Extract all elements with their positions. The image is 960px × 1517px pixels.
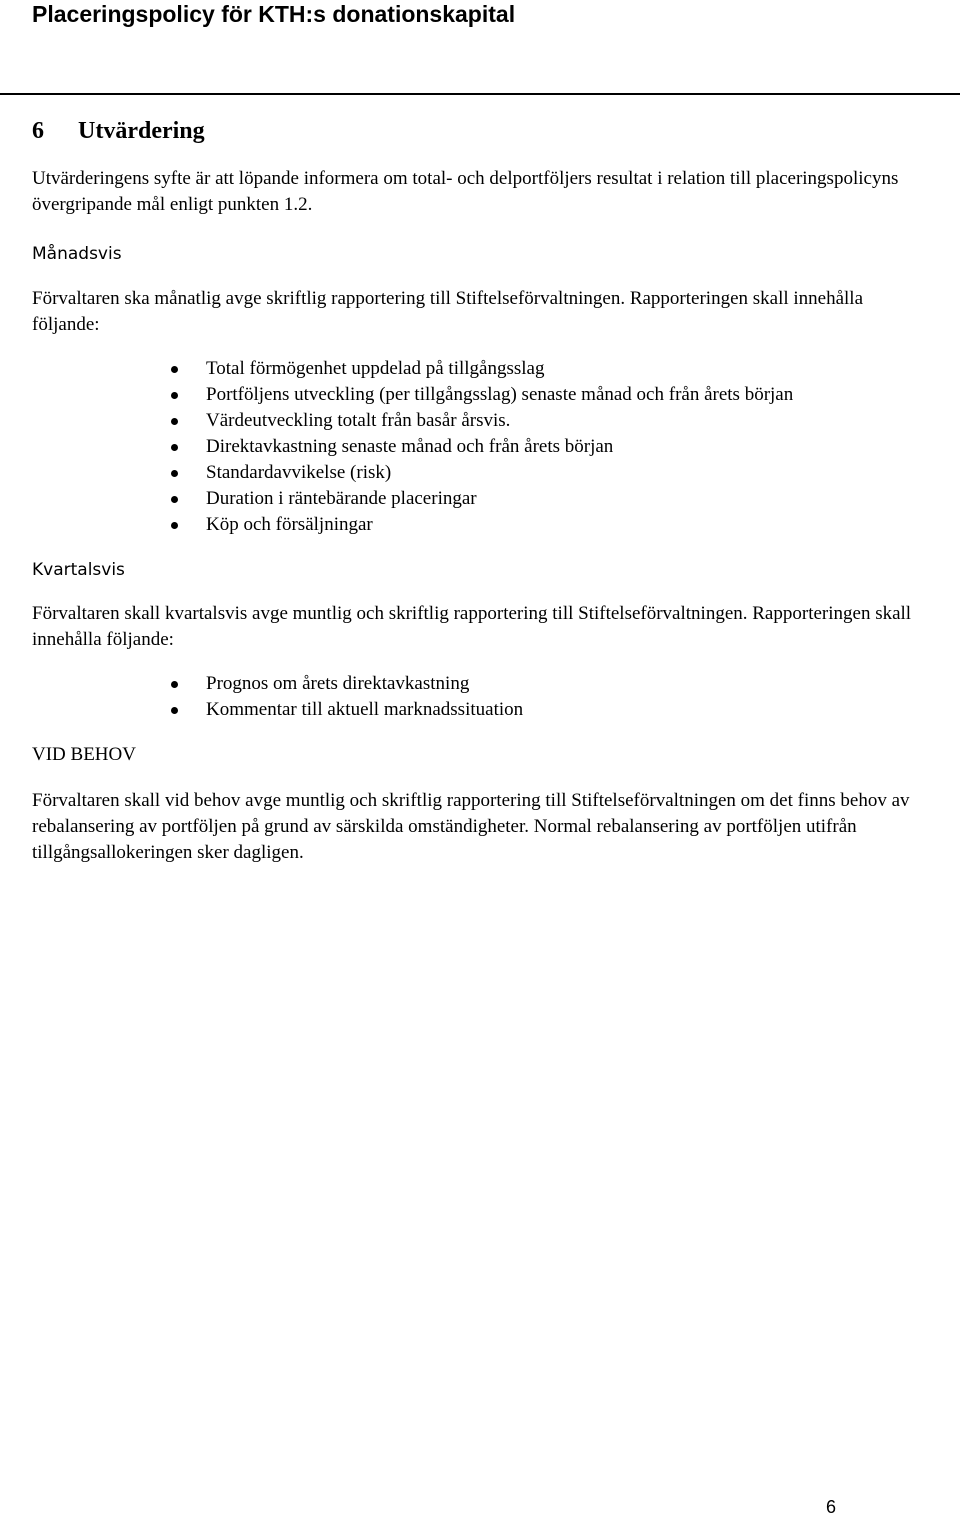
bullet-icon — [171, 418, 178, 425]
quarterly-label: Kvartalsvis — [32, 560, 125, 580]
as-needed-label: VID BEHOV — [32, 744, 136, 765]
list-item: Kommentar till aktuell marknadssituation — [0, 697, 523, 723]
bullet-icon — [171, 496, 178, 503]
quarterly-paragraph: Förvaltaren skall kvartalsvis avge muntlig och skriftlig rapportering till Stiftelseförvaltningen. Rapporteringen skall innehålla följande: — [32, 603, 912, 650]
document-header-title: Placeringspolicy för KTH:s donationskapital — [32, 1, 516, 27]
header-divider — [0, 93, 960, 95]
list-item: Prognos om årets direktavkastning — [0, 671, 523, 697]
list-item: Portföljens utveckling (per tillgångsslag) senaste månad och från årets början — [0, 382, 793, 408]
section-number: 6 — [32, 118, 44, 144]
bullet-icon — [171, 392, 178, 399]
as-needed-paragraph: Förvaltaren skall vid behov avge muntlig och skriftlig rapportering till Stiftelseförvaltningen om det finns behov av rebalansering av portföljen på grund av särskilda omständigheter. Normal rebalansering av portföljen utifrån tillgångsallokeringen sker dagligen. — [32, 790, 910, 863]
bullet-icon — [171, 366, 178, 373]
list-item: Standardavvikelse (risk) — [0, 460, 793, 486]
bullet-icon — [171, 444, 178, 451]
list-item: Total förmögenhet uppdelad på tillgångsslag — [0, 356, 793, 382]
bullet-icon — [171, 470, 178, 477]
monthly-label: Månadsvis — [32, 244, 122, 264]
section-heading — [32, 116, 205, 146]
list-item: Duration i räntebärande placeringar — [0, 486, 793, 512]
bullet-icon — [171, 681, 178, 688]
bullet-icon — [171, 707, 178, 714]
list-item: Köp och försäljningar — [0, 512, 793, 538]
list-item: Direktavkastning senaste månad och från årets början — [0, 434, 793, 460]
quarterly-list — [0, 671, 523, 723]
section-title: Utvärdering — [78, 118, 205, 144]
page-number: 6 — [826, 1497, 837, 1517]
intro-paragraph: Utvärderingens syfte är att löpande informera om total- och delportföljers resultat i relation till placeringspolicyns övergripande mål enligt punkten 1.2. — [32, 168, 899, 215]
monthly-paragraph: Förvaltaren ska månatlig avge skriftlig rapportering till Stiftelseförvaltningen. Rapporteringen skall innehålla följande: — [32, 288, 864, 335]
bullet-icon — [171, 522, 178, 529]
list-item: Värdeutveckling totalt från basår årsvis. — [0, 408, 793, 434]
monthly-list — [0, 356, 793, 538]
